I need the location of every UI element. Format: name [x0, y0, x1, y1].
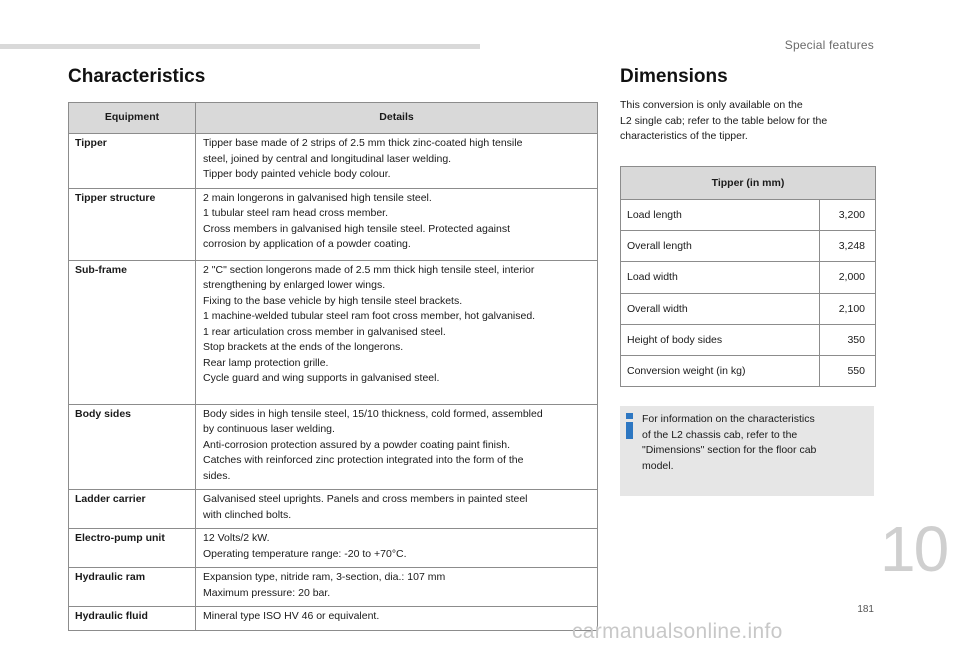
details-line: 1 rear articulation cross member in galvanised steel. — [203, 325, 446, 338]
details-cell — [196, 134, 598, 189]
details-cell — [196, 260, 598, 404]
info-icon — [625, 413, 634, 439]
details-line: Galvanised steel uprights. Panels and cross members in painted steel — [203, 493, 528, 505]
details-line: Anti-corrosion protection assured by a powder coating paint finish. — [203, 438, 511, 451]
details-line: Tipper body painted vehicle body colour. — [203, 168, 391, 180]
tipper-header-row — [621, 167, 876, 200]
info-line: model. — [642, 459, 674, 472]
details-line: Mineral type ISO HV 46 or equivalent. — [203, 610, 380, 622]
dimension-label: Load length — [621, 200, 820, 231]
dimension-label: Overall length — [621, 231, 820, 262]
table-row — [69, 404, 598, 490]
dimension-label: Overall width — [621, 293, 820, 324]
info-box — [620, 406, 874, 496]
dimension-label: Height of body sides — [621, 324, 820, 355]
details-line: Cycle guard and wing supports in galvanised steel. — [203, 372, 440, 384]
details-line: strengthening by enlarged lower wings. — [203, 279, 386, 291]
info-line: "Dimensions" section for the floor cab — [642, 444, 817, 456]
details-cell — [196, 490, 598, 529]
dimension-value: 3,248 — [820, 231, 876, 262]
details-line: Operating temperature range: -20 to +70°C. — [203, 547, 407, 560]
details-cell — [196, 529, 598, 568]
details-line: Catches with reinforced zinc protection integrated into the form of the — [203, 454, 524, 466]
table-row — [69, 260, 598, 404]
table-row — [69, 607, 598, 631]
dimension-label: Load width — [621, 262, 820, 293]
column-header-details: Details — [196, 103, 598, 134]
details-line: steel, joined by central and longitudinal laser welding. — [203, 152, 452, 165]
table-row — [69, 188, 598, 260]
tipper-table — [620, 166, 876, 387]
details-line: 1 machine-welded tubular steel ram foot cross member, hot galvanised. — [203, 310, 536, 322]
details-cell — [196, 607, 598, 631]
info-line: For information on the characteristics — [642, 413, 815, 425]
characteristics-table — [68, 102, 598, 631]
tipper-table-header: Tipper (in mm) — [621, 167, 876, 200]
details-cell — [196, 188, 598, 260]
details-line: Tipper base made of 2 strips of 2.5 mm thick zinc-coated high tensile — [203, 137, 523, 149]
chapter-number: 10 — [880, 513, 948, 585]
dimensions-title: Dimensions — [620, 66, 728, 87]
details-line: 1 tubular steel ram head cross member. — [203, 207, 389, 219]
details-line: Fixing to the base vehicle by high tensile steel brackets. — [203, 294, 463, 307]
equipment-cell: Hydraulic ram — [69, 568, 196, 607]
details-line: Maximum pressure: 20 bar. — [203, 586, 331, 599]
details-line: 12 Volts/2 kW. — [203, 532, 270, 544]
info-line: of the L2 chassis cab, refer to the — [642, 428, 798, 441]
equipment-cell: Electro-pump unit — [69, 529, 196, 568]
equipment-cell: Sub-frame — [69, 260, 196, 404]
details-line: Expansion type, nitride ram, 3-section, dia.: 107 mm — [203, 571, 446, 583]
details-line: 2 "C" section longerons made of 2.5 mm thick high tensile steel, interior — [203, 263, 535, 276]
top-rule — [0, 44, 480, 49]
details-line: with clinched bolts. — [203, 508, 292, 521]
equipment-cell: Ladder carrier — [69, 490, 196, 529]
details-cell — [196, 568, 598, 607]
intro-line: characteristics of the tipper. — [620, 130, 748, 142]
intro-line: This conversion is only available on the — [620, 99, 803, 111]
dimension-value: 2,100 — [820, 293, 876, 324]
tipper-row — [621, 262, 876, 293]
column-header-equipment: Equipment — [69, 103, 196, 134]
watermark: carmanualsonline.info — [572, 620, 783, 643]
dimension-value: 550 — [820, 355, 876, 386]
details-line: Cross members in galvanised high tensile steel. Protected against — [203, 222, 510, 235]
page-number: 181 — [857, 604, 874, 615]
tipper-row — [621, 324, 876, 355]
dimension-value: 350 — [820, 324, 876, 355]
table-row — [69, 568, 598, 607]
details-cell — [196, 404, 598, 490]
tipper-row — [621, 200, 876, 231]
table-row — [69, 134, 598, 189]
details-line: by continuous laser welding. — [203, 423, 335, 435]
table-row — [69, 490, 598, 529]
details-line: Body sides in high tensile steel, 15/10 thickness, cold formed, assembled — [203, 407, 543, 420]
details-line: 2 main longerons in galvanised high tensile steel. — [203, 191, 432, 204]
dimension-value: 3,200 — [820, 200, 876, 231]
intro-line: L2 single cab; refer to the table below for the — [620, 114, 828, 127]
characteristics-body — [69, 134, 598, 631]
info-text — [642, 412, 867, 474]
details-line: corrosion by application of a powder coating. — [203, 238, 411, 250]
equipment-cell: Hydraulic fluid — [69, 607, 196, 631]
tipper-row — [621, 293, 876, 324]
tipper-body — [621, 200, 876, 387]
dimension-value: 2,000 — [820, 262, 876, 293]
table-row — [69, 529, 598, 568]
dimension-label: Conversion weight (in kg) — [621, 355, 820, 386]
characteristics-title: Characteristics — [68, 66, 206, 87]
characteristics-header-row — [69, 103, 598, 134]
tipper-row — [621, 231, 876, 262]
equipment-cell: Tipper — [69, 134, 196, 189]
equipment-cell: Body sides — [69, 404, 196, 490]
details-line: Stop brackets at the ends of the longerons. — [203, 341, 404, 353]
details-line: Rear lamp protection grille. — [203, 356, 329, 369]
tipper-row — [621, 355, 876, 386]
section-header: Special features — [784, 38, 874, 52]
equipment-cell: Tipper structure — [69, 188, 196, 260]
details-line: sides. — [203, 469, 231, 482]
dimensions-intro — [620, 98, 870, 145]
